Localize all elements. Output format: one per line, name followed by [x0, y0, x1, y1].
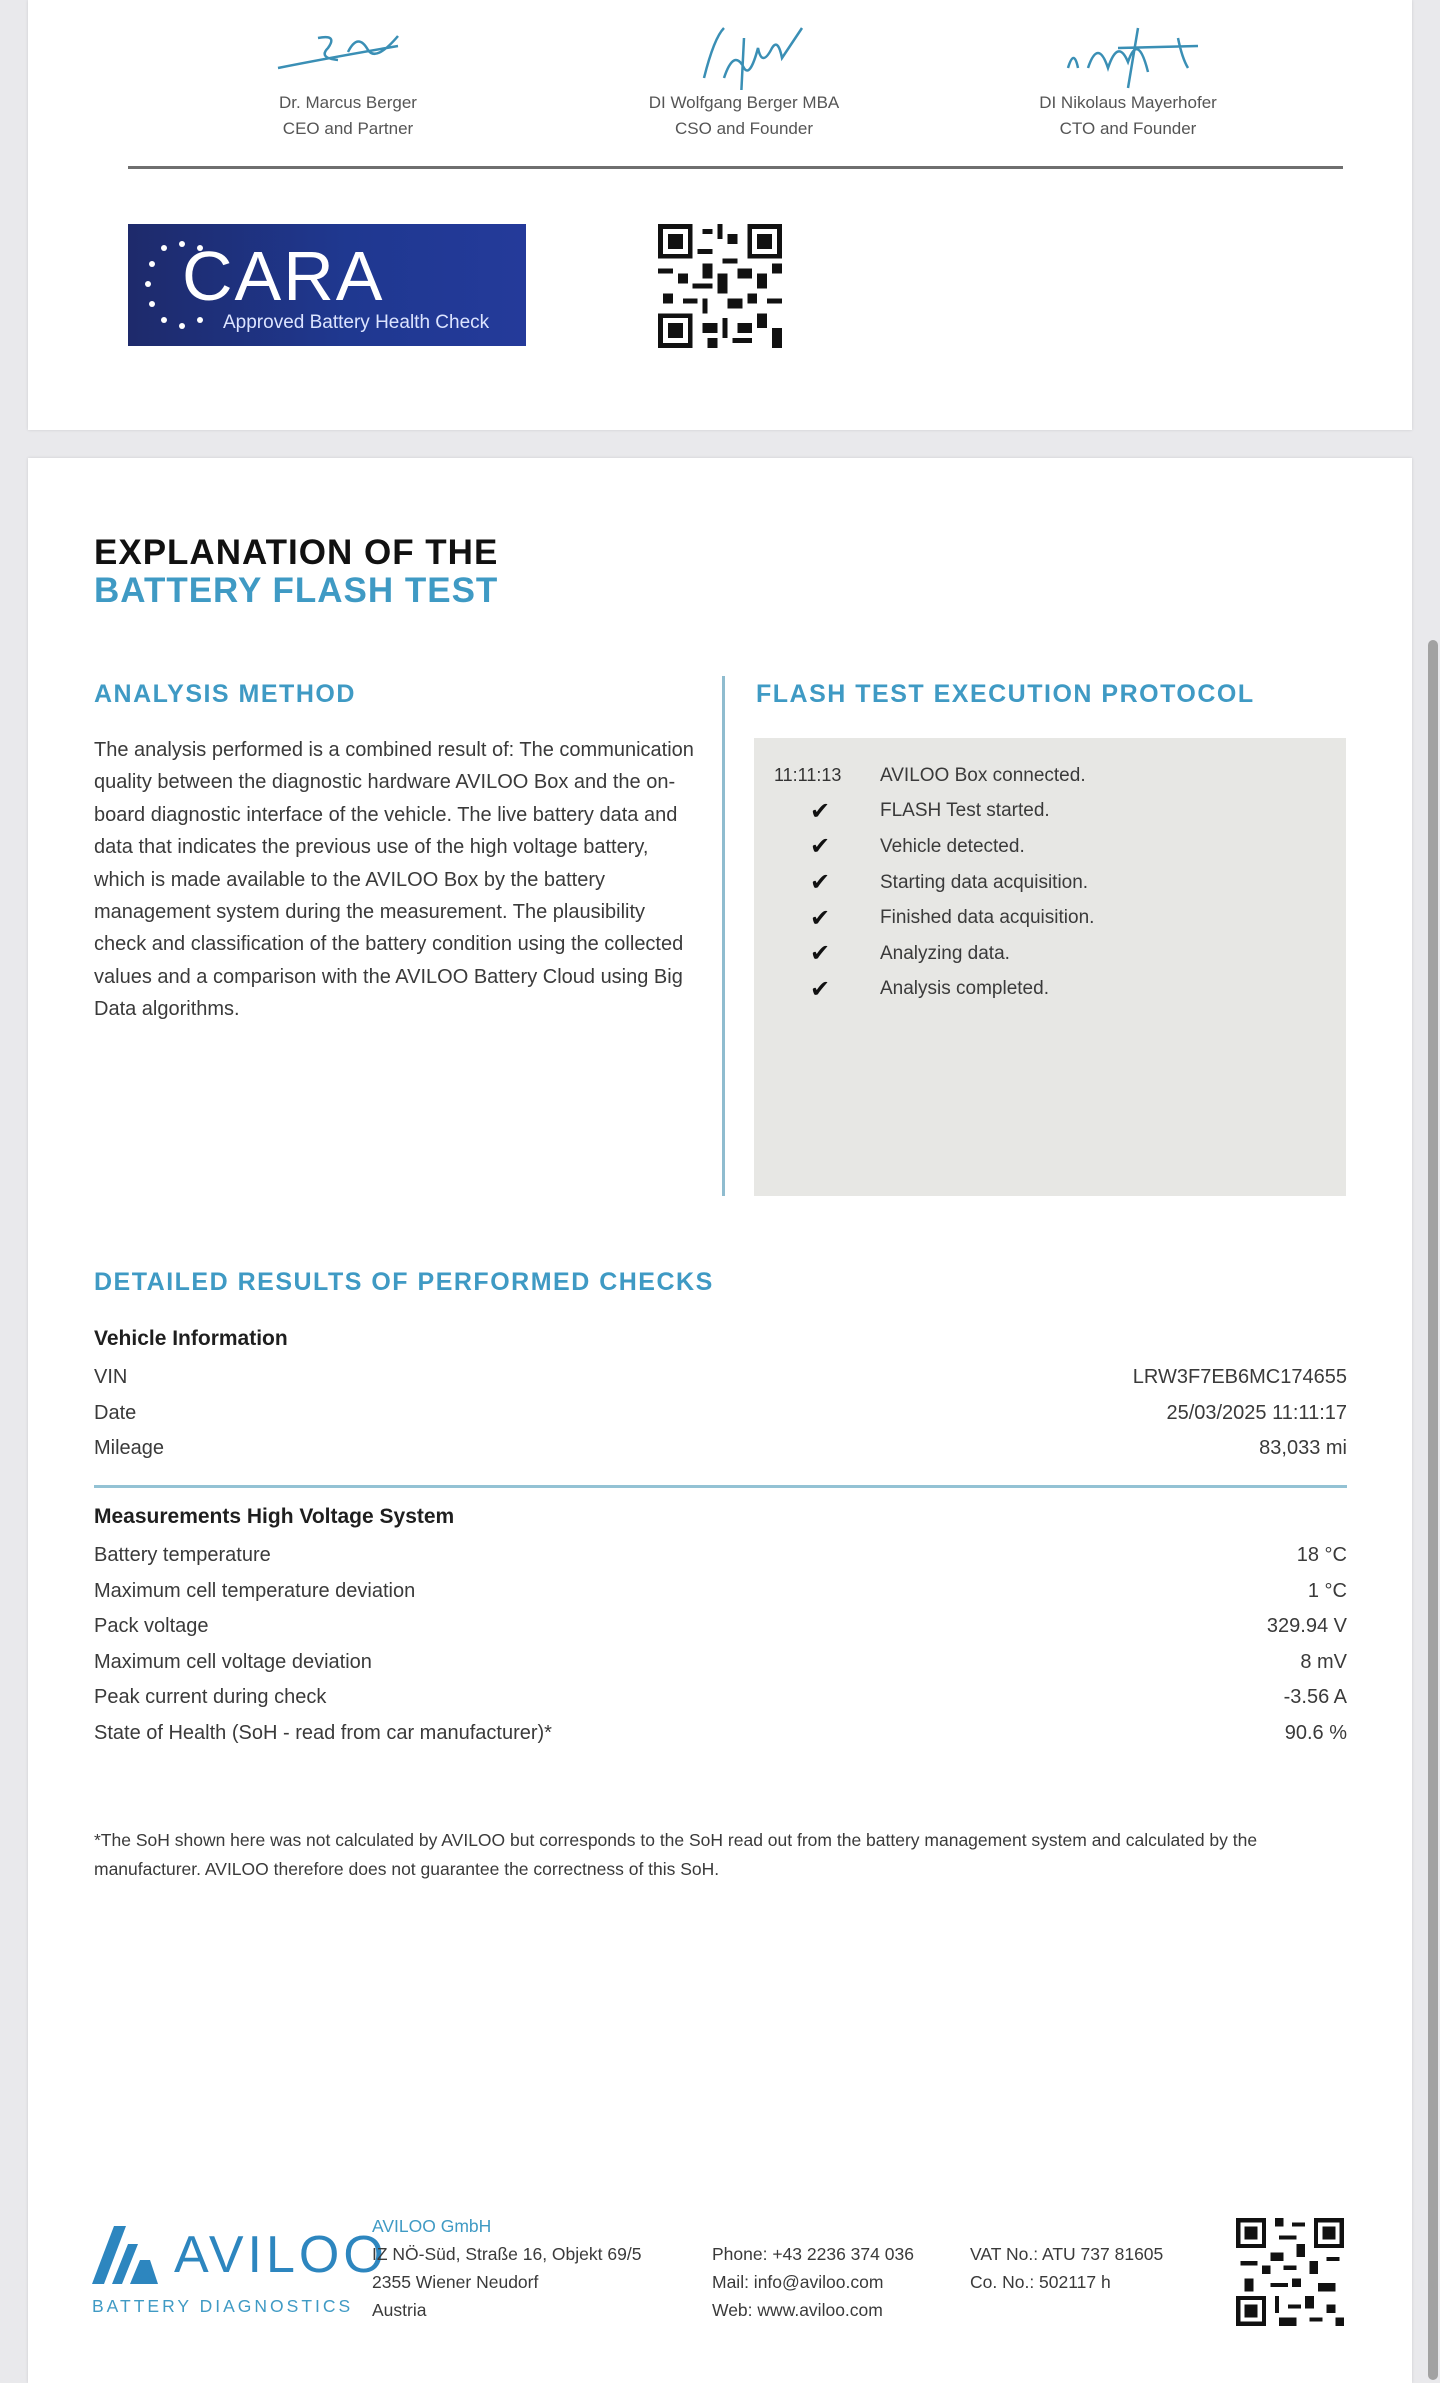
table-row	[94, 1645, 1347, 1681]
company-contact	[712, 2240, 914, 2324]
protocol-step	[774, 829, 1346, 865]
aviloo-wordmark: AVILOO	[174, 2226, 388, 2284]
website-link[interactable]: Web: www.aviloo.com	[712, 2300, 883, 2320]
table-row	[94, 1574, 1347, 1610]
row-label: Date	[94, 1401, 137, 1424]
report-page-previous	[28, 0, 1412, 430]
signature-icon	[644, 18, 844, 90]
row-value: -3.56 A	[1283, 1686, 1347, 1709]
check-icon: ✔	[809, 940, 831, 968]
report-page-explanation	[28, 458, 1412, 2383]
row-label: Maximum cell temperature deviation	[94, 1579, 416, 1602]
address-line: Austria	[372, 2300, 427, 2320]
email-link[interactable]: Mail: info@aviloo.com	[712, 2272, 884, 2292]
row-label: Mileage	[94, 1437, 165, 1460]
qr-code-icon	[1236, 2218, 1344, 2326]
aviloo-mark-icon	[92, 2226, 162, 2284]
signature-icon	[248, 18, 448, 90]
check-icon: ✔	[809, 904, 831, 932]
protocol-heading: FLASH TEST EXECUTION PROTOCOL	[756, 680, 1255, 708]
signature-block	[584, 18, 904, 142]
qr-code[interactable]	[658, 224, 782, 348]
check-icon: ✔	[809, 797, 831, 825]
protocol-step-label: Analysis completed.	[880, 978, 1049, 1000]
column-divider	[722, 676, 725, 1196]
protocol-step	[774, 865, 1346, 901]
protocol-step-label: AVILOO Box connected.	[880, 764, 1086, 786]
signature-icon	[1028, 18, 1228, 90]
company-legal	[970, 2240, 1163, 2296]
signature-block	[968, 18, 1288, 142]
analysis-method-heading: ANALYSIS METHOD	[94, 680, 356, 708]
address-line: 2355 Wiener Neudorf	[372, 2272, 539, 2292]
table-row	[94, 1360, 1347, 1396]
protocol-timestamp: 11:11:13	[774, 765, 842, 786]
row-label: Maximum cell voltage deviation	[94, 1650, 372, 1673]
company-address	[372, 2212, 641, 2324]
row-value: LRW3F7EB6MC174655	[1132, 1366, 1347, 1389]
signatory-role: CEO and Partner	[282, 119, 414, 138]
table-row	[94, 1609, 1347, 1645]
table-row	[94, 1538, 1347, 1574]
footer-qr-code[interactable]	[1236, 2218, 1344, 2326]
hv-measurements-title: Measurements High Voltage System	[94, 1505, 455, 1528]
row-label: VIN	[94, 1366, 128, 1389]
row-label: Battery temperature	[94, 1544, 271, 1567]
row-value: 329.94 V	[1266, 1615, 1347, 1638]
row-value: 83,033 mi	[1259, 1437, 1347, 1460]
page-title-line1: EXPLANATION OF THE	[94, 533, 499, 572]
vat-number: VAT No.: ATU 737 81605	[970, 2244, 1164, 2264]
row-value: 18 °C	[1296, 1544, 1347, 1567]
signatory-name: Dr. Marcus Berger	[279, 93, 417, 112]
soh-footnote: *The SoH shown here was not calculated by AVILOO but corresponds to the SoH read out from the battery management system and calculated by the manufacturer. AVILOO therefore does not guarantee the correctness of this SoH.	[94, 1830, 1258, 1879]
protocol-step	[774, 936, 1346, 972]
hv-measurements-table	[94, 1538, 1347, 1751]
table-row	[94, 1716, 1347, 1752]
row-label: Peak current during check	[94, 1686, 327, 1709]
qr-code-icon	[658, 224, 782, 348]
row-value: 1 °C	[1307, 1579, 1347, 1602]
signatory-name: DI Nikolaus Mayerhofer	[1039, 93, 1217, 112]
row-value: 25/03/2025 11:11:17	[1166, 1401, 1347, 1424]
table-row	[94, 1680, 1347, 1716]
vehicle-info-table	[94, 1360, 1347, 1467]
results-heading: DETAILED RESULTS OF PERFORMED CHECKS	[94, 1268, 714, 1296]
page-footer	[28, 2208, 1412, 2328]
phone: Phone: +43 2236 374 036	[712, 2244, 914, 2264]
protocol-step-label: FLASH Test started.	[880, 800, 1050, 822]
aviloo-tagline: BATTERY DIAGNOSTICS	[92, 2296, 354, 2316]
aviloo-logo	[92, 2216, 392, 2326]
signature-block	[188, 18, 508, 142]
address-line: IZ NÖ-Süd, Straße 16, Objekt 69/5	[372, 2244, 642, 2264]
row-label: State of Health (SoH - read from car manufacturer)*	[94, 1721, 552, 1744]
protocol-step-label: Analyzing data.	[880, 942, 1010, 964]
page-title	[94, 534, 498, 610]
protocol-log	[754, 738, 1346, 1196]
signatures	[128, 18, 1228, 148]
check-icon: ✔	[809, 975, 831, 1003]
protocol-step-label: Vehicle detected.	[880, 835, 1025, 857]
page-title-line2: BATTERY FLASH TEST	[94, 571, 499, 610]
protocol-step	[774, 972, 1346, 1008]
scrollbar[interactable]	[1428, 640, 1438, 2380]
cara-title: CARA	[182, 237, 385, 315]
protocol-step-label: Finished data acquisition.	[880, 907, 1095, 929]
table-row	[94, 1431, 1347, 1467]
results-divider	[94, 1485, 1347, 1488]
protocol-step	[774, 794, 1346, 830]
protocol-step	[774, 758, 1346, 794]
check-icon: ✔	[809, 833, 831, 861]
check-icon: ✔	[809, 869, 831, 897]
company-number: Co. No.: 502117 h	[970, 2272, 1111, 2292]
signature-divider	[128, 166, 1343, 169]
cara-badge	[128, 224, 526, 346]
cara-subtitle: Approved Battery Health Check	[223, 312, 490, 333]
row-value: 90.6 %	[1284, 1721, 1347, 1744]
protocol-step	[774, 900, 1346, 936]
analysis-method-text: The analysis performed is a combined result of: The communication quality between the diagnostic hardware AVILOO Box and the on-board diagnostic interface of the vehicle. The live battery data and data that indicates the previous use of the high voltage battery, which is made available to the AVILOO Box by the battery management system during the measurement. The plausibility check and classification of the battery condition using the collected values and a comparison with the AVILOO Battery Cloud using Big Data algorithms.	[94, 739, 694, 1021]
signatory-name: DI Wolfgang Berger MBA	[648, 93, 840, 112]
table-row	[94, 1396, 1347, 1432]
signatory-role: CSO and Founder	[675, 119, 813, 138]
vehicle-info-title: Vehicle Information	[94, 1327, 288, 1350]
row-value: 8 mV	[1300, 1650, 1347, 1673]
signatory-role: CTO and Founder	[1059, 119, 1197, 138]
row-label: Pack voltage	[94, 1615, 209, 1638]
company-name: AVILOO GmbH	[372, 2216, 492, 2236]
protocol-step-label: Starting data acquisition.	[880, 871, 1089, 893]
